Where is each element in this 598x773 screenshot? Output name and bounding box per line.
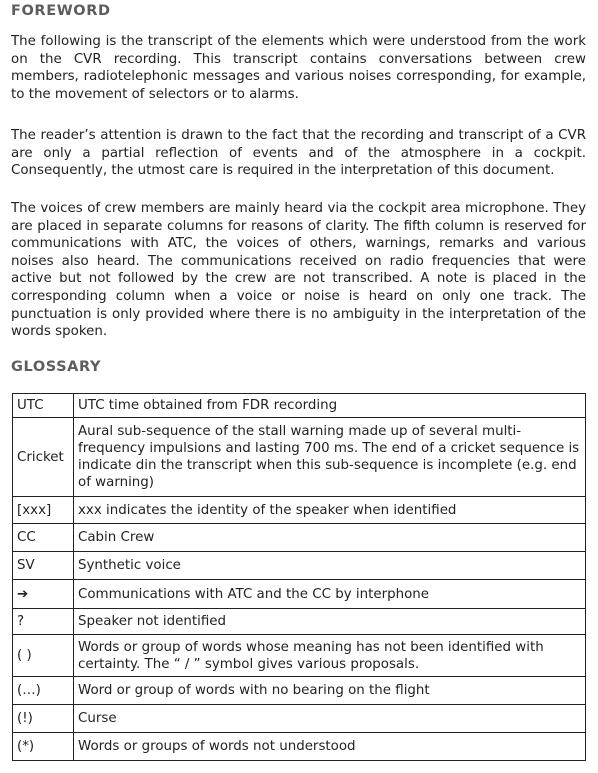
glossary-term: SV: [13, 552, 74, 580]
glossary-term: (*): [13, 733, 74, 761]
foreword-paragraph-3: The voices of crew members are mainly heard via the cockpit area microphone. They are placed in separate columns for reasons of clarity. The fifth column is reserved for communications with ATC, the voices of others, warnings, remarks and various noises also heard. The communications received on radio frequencies that were active but not followed by the crew are not transcribed. A note is placed in the corresponding column when a voice or noise is heard on only one track. The punctuation is only provided where there is no ambiguity in the interpretation of the words spoken.: [11, 201, 586, 340]
glossary-row-ellipsis: [13, 677, 586, 705]
glossary-definition: UTC time obtained from FDR recording: [74, 394, 586, 418]
glossary-table: [12, 393, 586, 761]
glossary-row-speaker-identity: [13, 497, 586, 524]
glossary-term: Cricket: [13, 418, 74, 497]
glossary-definition: Words or groups of words not understood: [74, 733, 586, 761]
glossary-definition: Word or group of words with no bearing on the flight: [74, 677, 586, 705]
glossary-definition: Curse: [74, 705, 586, 733]
foreword-paragraph-2: The reader’s attention is drawn to the fact that the recording and transcript of a CVR are only a partial reflection of events and of the atmosphere in a cockpit. Consequently, the utmost care is required in the interpretation of this document.: [11, 128, 586, 179]
glossary-definition: Communications with ATC and the CC by interphone: [74, 580, 586, 609]
foreword-heading: FOREWORD: [11, 3, 111, 19]
glossary-definition: Synthetic voice: [74, 552, 586, 580]
glossary-definition: Cabin Crew: [74, 524, 586, 552]
arrow-icon: ➔: [13, 580, 74, 609]
foreword-paragraph-1: The following is the transcript of the elements which were understood from the work on the CVR recording. This transcript contains conversations between crew members, radiotelephonic messages and various noises corresponding, for example, to the movement of selectors or to alarms.: [11, 34, 586, 102]
glossary-definition: Speaker not identified: [74, 609, 586, 635]
glossary-definition: xxx indicates the identity of the speaker when identified: [74, 497, 586, 524]
glossary-term: CC: [13, 524, 74, 552]
glossary-heading: GLOSSARY: [11, 359, 102, 375]
glossary-row-cricket: [13, 418, 586, 497]
glossary-term: [xxx]: [13, 497, 74, 524]
glossary-term: ( ): [13, 635, 74, 677]
glossary-term: (!): [13, 705, 74, 733]
glossary-row-sv: [13, 552, 586, 580]
glossary-row-arrow: [13, 580, 586, 609]
glossary-term: (…): [13, 677, 74, 705]
glossary-definition: Aural sub-sequence of the stall warning made up of several multi-frequency impulsions and lasting 700 ms. The end of a cricket sequence is indicate din the transcript when this sub-sequence is incomplete (e.g. end of warning): [74, 418, 586, 497]
glossary-definition: Words or group of words whose meaning has not been identified with certainty. The “ / ” symbol gives various proposals.: [74, 635, 586, 677]
glossary-row-cc: [13, 524, 586, 552]
glossary-row-utc: [13, 394, 586, 418]
glossary-term: UTC: [13, 394, 74, 418]
glossary-row-parentheses: [13, 635, 586, 677]
glossary-row-unidentified: [13, 609, 586, 635]
glossary-row-not-understood: [13, 733, 586, 761]
glossary-term: ?: [13, 609, 74, 635]
glossary-row-curse: [13, 705, 586, 733]
